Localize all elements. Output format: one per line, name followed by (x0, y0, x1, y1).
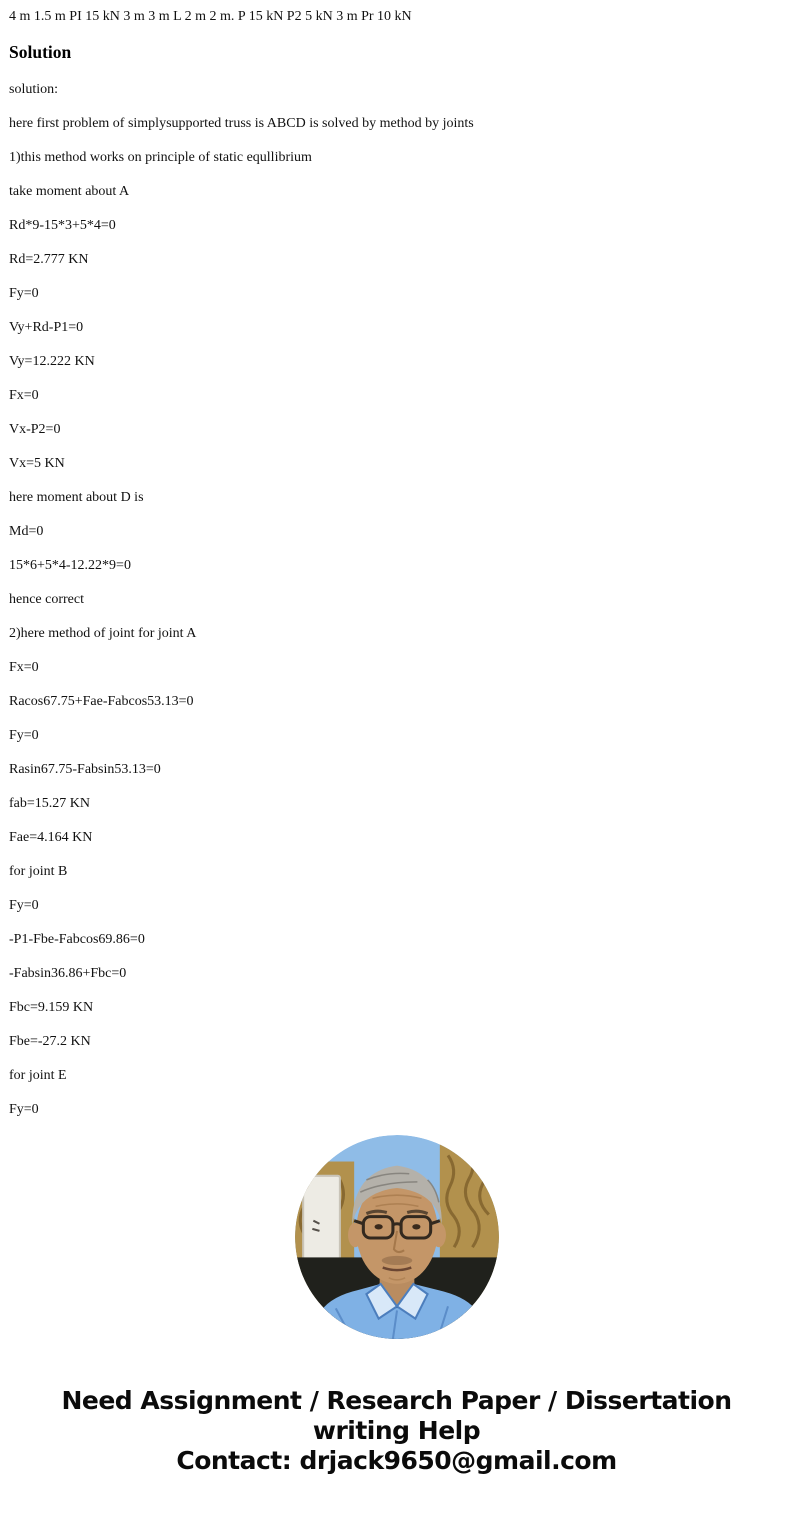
solution-line: for joint B (9, 864, 68, 879)
tutor-avatar (295, 1135, 499, 1339)
solution-line: Fbc=9.159 KN (9, 1000, 94, 1015)
solution-line: Fy=0 (9, 898, 39, 913)
solution-line: take moment about A (9, 184, 130, 199)
solution-line: Rd=2.777 KN (9, 252, 89, 267)
solution-line: fab=15.27 KN (9, 796, 90, 811)
solution-line: Racos67.75+Fae-Fabcos53.13=0 (9, 694, 194, 709)
solution-line: Fae=4.164 KN (9, 830, 93, 845)
solution-line: Vx-P2=0 (9, 422, 61, 437)
given-data-line: 4 m 1.5 m PI 15 kN 3 m 3 m L 2 m 2 m. P 15 kN P2 5 kN 3 m Pr 10 kN (9, 9, 412, 24)
solution-line: Rd*9-15*3+5*4=0 (9, 218, 116, 233)
solution-line: 15*6+5*4-12.22*9=0 (9, 558, 131, 573)
solution-line: Fy=0 (9, 1102, 39, 1117)
solution-steps (9, 81, 784, 1118)
solution-line: Rasin67.75-Fabsin53.13=0 (9, 762, 161, 777)
footer-contact-text: Contact: drjack9650@gmail.com (176, 1446, 617, 1475)
footer (47, 1386, 747, 1476)
solution-line: Vy+Rd-P1=0 (9, 320, 84, 335)
tutor-avatar-illustration (295, 1135, 499, 1339)
solution-line: hence correct (9, 592, 84, 607)
solution-line: Vx=5 KN (9, 456, 65, 471)
solution-line: -P1-Fbe-Fabcos69.86=0 (9, 932, 145, 947)
solution-line: -Fabsin36.86+Fbc=0 (9, 966, 127, 981)
footer-help-text: Need Assignment / Research Paper / Dissertation writing Help (61, 1386, 732, 1445)
solution-line: Fbe=-27.2 KN (9, 1034, 91, 1049)
solution-line: Fx=0 (9, 388, 39, 403)
solution-line: here moment about D is (9, 490, 144, 505)
solution-heading: Solution (9, 42, 72, 62)
solution-line: Fx=0 (9, 660, 39, 675)
solution-line: Fy=0 (9, 728, 39, 743)
solution-line: for joint E (9, 1068, 67, 1083)
solution-line: Vy=12.222 KN (9, 354, 95, 369)
solution-line: 1)this method works on principle of static equllibrium (9, 150, 312, 165)
solution-line: Fy=0 (9, 286, 39, 301)
solution-line: solution: (9, 82, 59, 97)
solution-line: 2)here method of joint for joint A (9, 626, 197, 641)
solution-line: Md=0 (9, 524, 44, 539)
solution-line: here first problem of simplysupported truss is ABCD is solved by method by joints (9, 116, 474, 131)
